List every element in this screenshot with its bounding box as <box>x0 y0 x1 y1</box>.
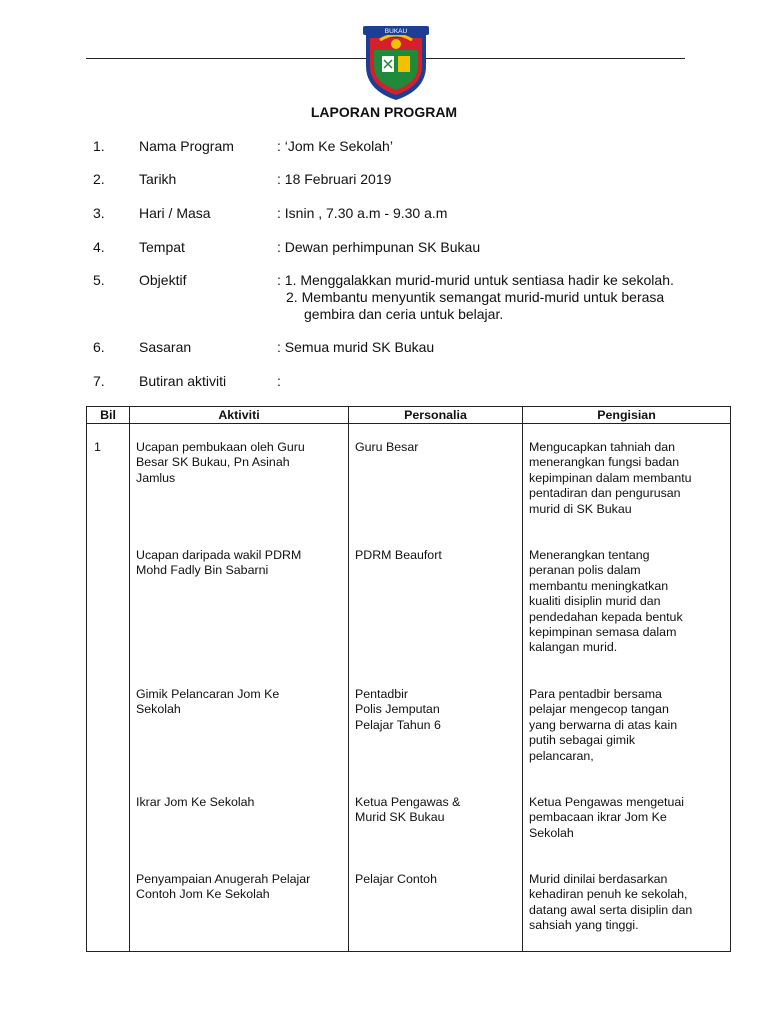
cell-line: Ucapan daripada wakil PDRM <box>136 548 302 562</box>
info-label: Hari / Masa <box>139 205 211 221</box>
info-number: 3. <box>93 205 105 221</box>
cell-personalia <box>349 856 523 952</box>
table-row <box>87 424 731 533</box>
info-number: 5. <box>93 272 105 288</box>
cell-line: kehadiran penuh ke sekolah, <box>529 887 688 902</box>
cell-line: Ikrar Jom Ke Sekolah <box>136 795 255 809</box>
cell-personalia <box>349 779 523 856</box>
cell-line: putih sebagai gimik <box>529 733 636 748</box>
cell-pengisian <box>523 856 731 952</box>
cell-line: pembacaan ikrar Jom Ke <box>529 810 667 825</box>
info-number: 1. <box>93 138 105 154</box>
cell-line: kepimpinan semasa dalam <box>529 625 677 640</box>
info-value: : Semua murid SK Bukau <box>277 339 435 355</box>
info-label: Sasaran <box>139 339 192 355</box>
cell-line: sahsiah yang tinggi. <box>529 918 639 933</box>
cell-line: pelancaran, <box>529 748 594 763</box>
cell-pengisian <box>523 424 731 533</box>
cell-personalia <box>349 671 523 779</box>
info-number: 6. <box>93 339 105 355</box>
table-header-row <box>87 407 731 424</box>
cell-personalia <box>349 424 523 533</box>
info-value: : Dewan perhimpunan SK Bukau <box>277 239 481 255</box>
cell-line: Gimik Pelancaran Jom Ke <box>136 687 280 701</box>
cell-pengisian <box>523 779 731 856</box>
info-label: Nama Program <box>139 138 234 154</box>
cell-line: pelajar mengecop tangan <box>529 702 669 717</box>
info-label: Tarikh <box>139 171 177 187</box>
school-crest-icon <box>360 20 432 102</box>
info-value: : 1. Menggalakkan murid-murid untuk sentiasa hadir ke sekolah. <box>277 272 674 288</box>
column-header-aktiviti: Aktiviti <box>130 407 349 424</box>
cell-line: Para pentadbir bersama <box>529 687 662 701</box>
cell-line: Ketua Pengawas mengetuai <box>529 795 684 809</box>
cell-line: yang berwarna di atas kain <box>529 717 678 732</box>
table-row <box>87 532 731 671</box>
cell-pengisian <box>523 532 731 671</box>
cell-line: Sekolah <box>529 825 574 840</box>
cell-line: pentadiran dan pengurusan <box>529 486 681 501</box>
info-value: : Isnin , 7.30 a.m - 9.30 a.m <box>277 205 448 221</box>
activity-table <box>86 406 731 952</box>
cell-line: Ucapan pembukaan oleh Guru <box>136 440 305 454</box>
cell-line: Pelajar Contoh <box>355 872 437 886</box>
cell-line: 1 <box>94 440 101 454</box>
cell-line: Murid SK Bukau <box>355 810 445 825</box>
column-header-pengisian: Pengisian <box>523 407 731 424</box>
cell-line: Mengucapkan tahniah dan <box>529 440 676 454</box>
cell-pengisian <box>523 671 731 779</box>
cell-bil <box>87 424 130 533</box>
cell-line: peranan polis dalam <box>529 563 641 578</box>
cell-line: Besar SK Bukau, Pn Asinah <box>136 455 290 470</box>
info-number: 2. <box>93 171 105 187</box>
info-value: : <box>277 373 281 389</box>
cell-line: datang awal serta disiplin dan <box>529 902 693 917</box>
info-label: Objektif <box>139 272 187 288</box>
info-value: : 18 Februari 2019 <box>277 171 392 187</box>
cell-bil <box>87 532 130 671</box>
table-row <box>87 671 731 779</box>
cell-aktiviti <box>130 856 349 952</box>
column-header-personalia: Personalia <box>349 407 523 424</box>
cell-aktiviti <box>130 671 349 779</box>
cell-bil <box>87 671 130 779</box>
cell-line: PDRM Beaufort <box>355 548 442 562</box>
cell-line: kualiti disiplin murid dan <box>529 594 661 609</box>
cell-line: Pentadbir <box>355 687 409 701</box>
cell-line: kepimpinan dalam membantu <box>529 470 692 485</box>
cell-line: membantu meningkatkan <box>529 578 669 593</box>
cell-line: Penyampaian Anugerah Pelajar <box>136 872 311 886</box>
cell-line: Polis Jemputan <box>355 702 440 717</box>
page-title: LAPORAN PROGRAM <box>310 104 458 120</box>
cell-bil <box>87 779 130 856</box>
cell-line: Ketua Pengawas & <box>355 795 461 809</box>
cell-line: pendedahan kepada bentuk <box>529 609 683 624</box>
table-row <box>87 856 731 952</box>
column-header-bil: Bil <box>87 407 130 424</box>
info-label: Butiran aktiviti <box>139 373 227 389</box>
info-value: : ‘Jom Ke Sekolah’ <box>277 138 393 154</box>
cell-bil <box>87 856 130 952</box>
cell-line: Contoh Jom Ke Sekolah <box>136 887 270 902</box>
info-value-line2: 2. Membantu menyuntik semangat murid-murid untuk berasa <box>286 289 665 305</box>
cell-aktiviti <box>130 779 349 856</box>
cell-line: Guru Besar <box>355 440 419 454</box>
cell-aktiviti <box>130 424 349 533</box>
info-value-line3: gembira dan ceria untuk belajar. <box>304 306 504 322</box>
info-number: 4. <box>93 239 105 255</box>
cell-line: menerangkan fungsi badan <box>529 455 680 470</box>
cell-line: Mohd Fadly Bin Sabarni <box>136 563 269 578</box>
cell-line: Jamlus <box>136 470 176 485</box>
cell-line: murid di SK Bukau <box>529 501 632 516</box>
cell-personalia <box>349 532 523 671</box>
crest-banner-text: BUKAU <box>384 28 408 36</box>
table-row <box>87 779 731 856</box>
cell-line: Pelajar Tahun 6 <box>355 717 441 732</box>
cell-line: Sekolah <box>136 702 181 717</box>
cell-aktiviti <box>130 532 349 671</box>
cell-line: Murid dinilai berdasarkan <box>529 872 668 886</box>
cell-line: Menerangkan tentang <box>529 548 650 562</box>
cell-line: kalangan murid. <box>529 640 618 655</box>
info-label: Tempat <box>139 239 185 255</box>
info-number: 7. <box>93 373 105 389</box>
